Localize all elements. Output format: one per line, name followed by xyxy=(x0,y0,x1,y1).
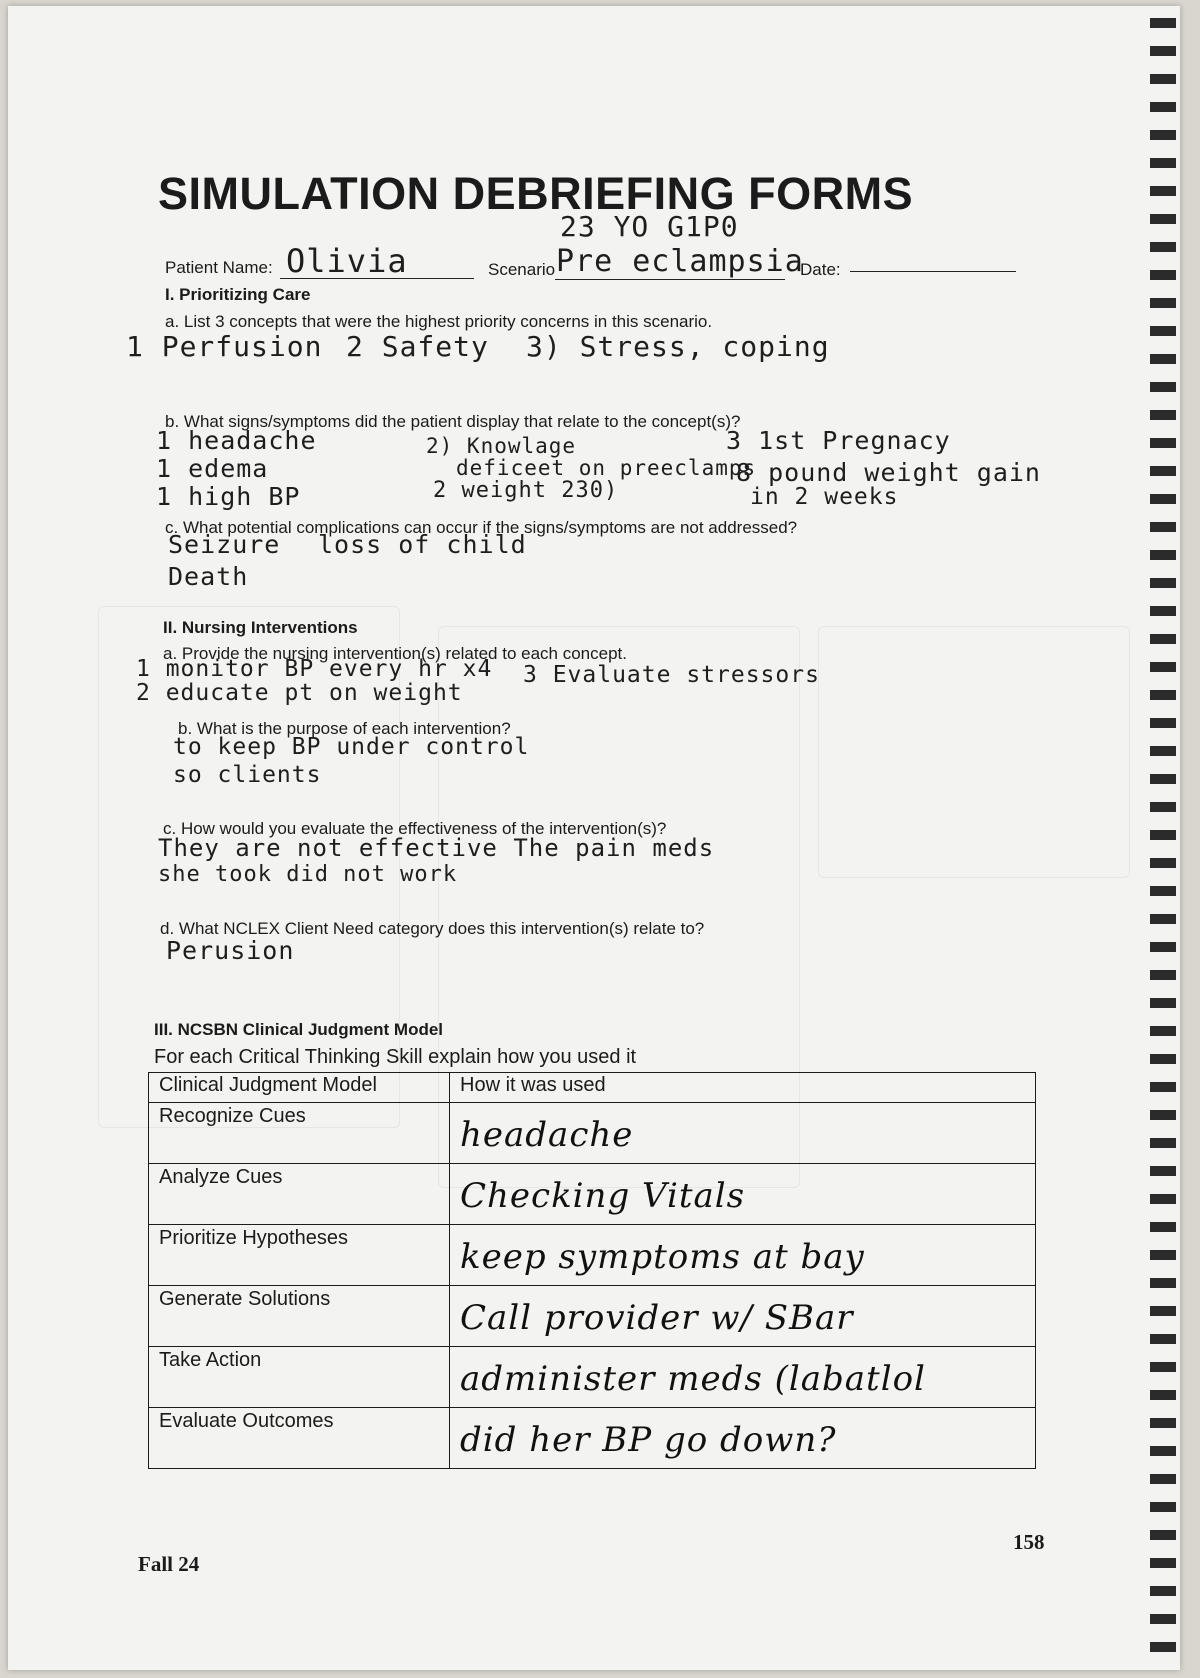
concept-3[interactable]: 3) Stress, coping xyxy=(526,330,830,363)
col-header-used xyxy=(450,1073,1036,1103)
question-1b: b. What signs/symptoms did the patient display that relate to the concept(s)? xyxy=(165,412,741,431)
sign-3[interactable]: 1 high BP xyxy=(156,482,301,511)
footer-term: Fall 24 xyxy=(138,1552,200,1576)
complication-3[interactable]: Death xyxy=(168,562,249,591)
skill-cell: Analyze Cues xyxy=(149,1164,450,1225)
intervention-1[interactable]: 1 monitor BP every hr x4 xyxy=(136,656,493,682)
table-header-row xyxy=(149,1073,1036,1103)
question-2d: d. What NCLEX Client Need category does this intervention(s) relate to? xyxy=(160,919,705,938)
used-cell[interactable] xyxy=(450,1286,1036,1347)
question-2a: a. Provide the nursing intervention(s) related to each concept. xyxy=(163,644,627,663)
sign-2[interactable]: 1 edema xyxy=(156,454,269,483)
used-cell[interactable] xyxy=(450,1347,1036,1408)
table-row xyxy=(149,1164,1036,1225)
date-label: Date: xyxy=(800,260,841,279)
evaluation-1[interactable]: They are not effective The pain meds xyxy=(158,834,715,862)
section-3-instruction: For each Critical Thinking Skill explain how you used it xyxy=(154,1046,637,1068)
used-cell[interactable] xyxy=(450,1408,1036,1469)
patient-name-value[interactable]: Olivia xyxy=(286,242,408,280)
table-row xyxy=(149,1347,1036,1408)
sign-1[interactable]: 1 headache xyxy=(156,426,317,455)
intervention-3[interactable]: 3 Evaluate stressors xyxy=(523,662,820,688)
question-1a: a. List 3 concepts that were the highest priority concerns in this scenario. xyxy=(165,312,713,331)
complication-1[interactable]: Seizure xyxy=(168,530,281,559)
used-text: administer meds (labatlol xyxy=(460,1359,926,1399)
purpose-1[interactable]: to keep BP under control xyxy=(173,734,530,760)
show-through-box xyxy=(818,626,1130,878)
sign-4[interactable]: 2) Knowlage xyxy=(426,434,577,458)
used-text: Checking Vitals xyxy=(460,1176,746,1216)
col-header-used-label: How it was used xyxy=(460,1074,606,1096)
table-row xyxy=(149,1408,1036,1469)
skill-cell: Evaluate Outcomes xyxy=(149,1408,450,1469)
nclex-value[interactable]: Perusion xyxy=(166,936,295,965)
used-text: keep symptoms at bay xyxy=(460,1237,865,1277)
skill-cell: Take Action xyxy=(149,1347,450,1408)
sign-5[interactable]: deficeet on preeclamps xyxy=(456,456,757,480)
used-cell[interactable] xyxy=(450,1164,1036,1225)
section-1-heading: I. Prioritizing Care xyxy=(165,285,311,304)
intervention-2[interactable]: 2 educate pt on weight xyxy=(136,680,463,706)
patient-name-label: Patient Name: xyxy=(165,258,273,277)
page-number: 158 xyxy=(1013,1530,1045,1554)
scenario-note: 23 YO G1P0 xyxy=(560,210,739,243)
skill-cell: Recognize Cues xyxy=(149,1103,450,1164)
section-3-heading: III. NCSBN Clinical Judgment Model xyxy=(154,1020,444,1039)
form-page xyxy=(8,6,1180,1670)
question-1c: c. What potential complications can occur if the signs/symptoms are not addressed? xyxy=(165,518,798,537)
scenario-value[interactable]: Pre eclampsia xyxy=(556,244,804,279)
scenario-line xyxy=(555,279,785,280)
sign-9[interactable]: in 2 weeks xyxy=(750,484,899,510)
section-2-heading: II. Nursing Interventions xyxy=(163,618,358,637)
date-line xyxy=(850,271,1016,272)
clinical-judgment-table xyxy=(148,1072,1036,1469)
used-cell[interactable] xyxy=(450,1103,1036,1164)
table-row xyxy=(149,1286,1036,1347)
question-2b: b. What is the purpose of each intervention? xyxy=(178,719,511,738)
used-text: headache xyxy=(460,1115,634,1155)
used-text: Call provider w/ SBar xyxy=(460,1298,854,1338)
concept-1[interactable]: 1 Perfusion xyxy=(126,330,323,363)
sign-7[interactable]: 3 1st Pregnacy xyxy=(726,426,951,455)
concept-2[interactable]: 2 Safety xyxy=(346,330,489,363)
question-2c: c. How would you evaluate the effectiveness of the intervention(s)? xyxy=(163,819,667,838)
form-title: SIMULATION DEBRIEFING FORMS xyxy=(158,168,914,219)
used-text: did her BP go down? xyxy=(460,1420,837,1460)
purpose-2[interactable]: so clients xyxy=(173,762,322,788)
spiral-binding xyxy=(1132,6,1180,1670)
table-row xyxy=(149,1225,1036,1286)
complication-2[interactable]: loss of child xyxy=(318,530,527,559)
skill-cell: Prioritize Hypotheses xyxy=(149,1225,450,1286)
skill-cell: Generate Solutions xyxy=(149,1286,450,1347)
sign-6[interactable]: 2 weight 230) xyxy=(433,478,619,503)
sign-8[interactable]: 8 pound weight gain xyxy=(736,458,1041,487)
col-header-model: Clinical Judgment Model xyxy=(149,1073,450,1103)
table-row xyxy=(149,1103,1036,1164)
used-cell[interactable] xyxy=(450,1225,1036,1286)
scenario-label: Scenario xyxy=(488,260,556,279)
evaluation-2[interactable]: she took did not work xyxy=(158,862,458,887)
